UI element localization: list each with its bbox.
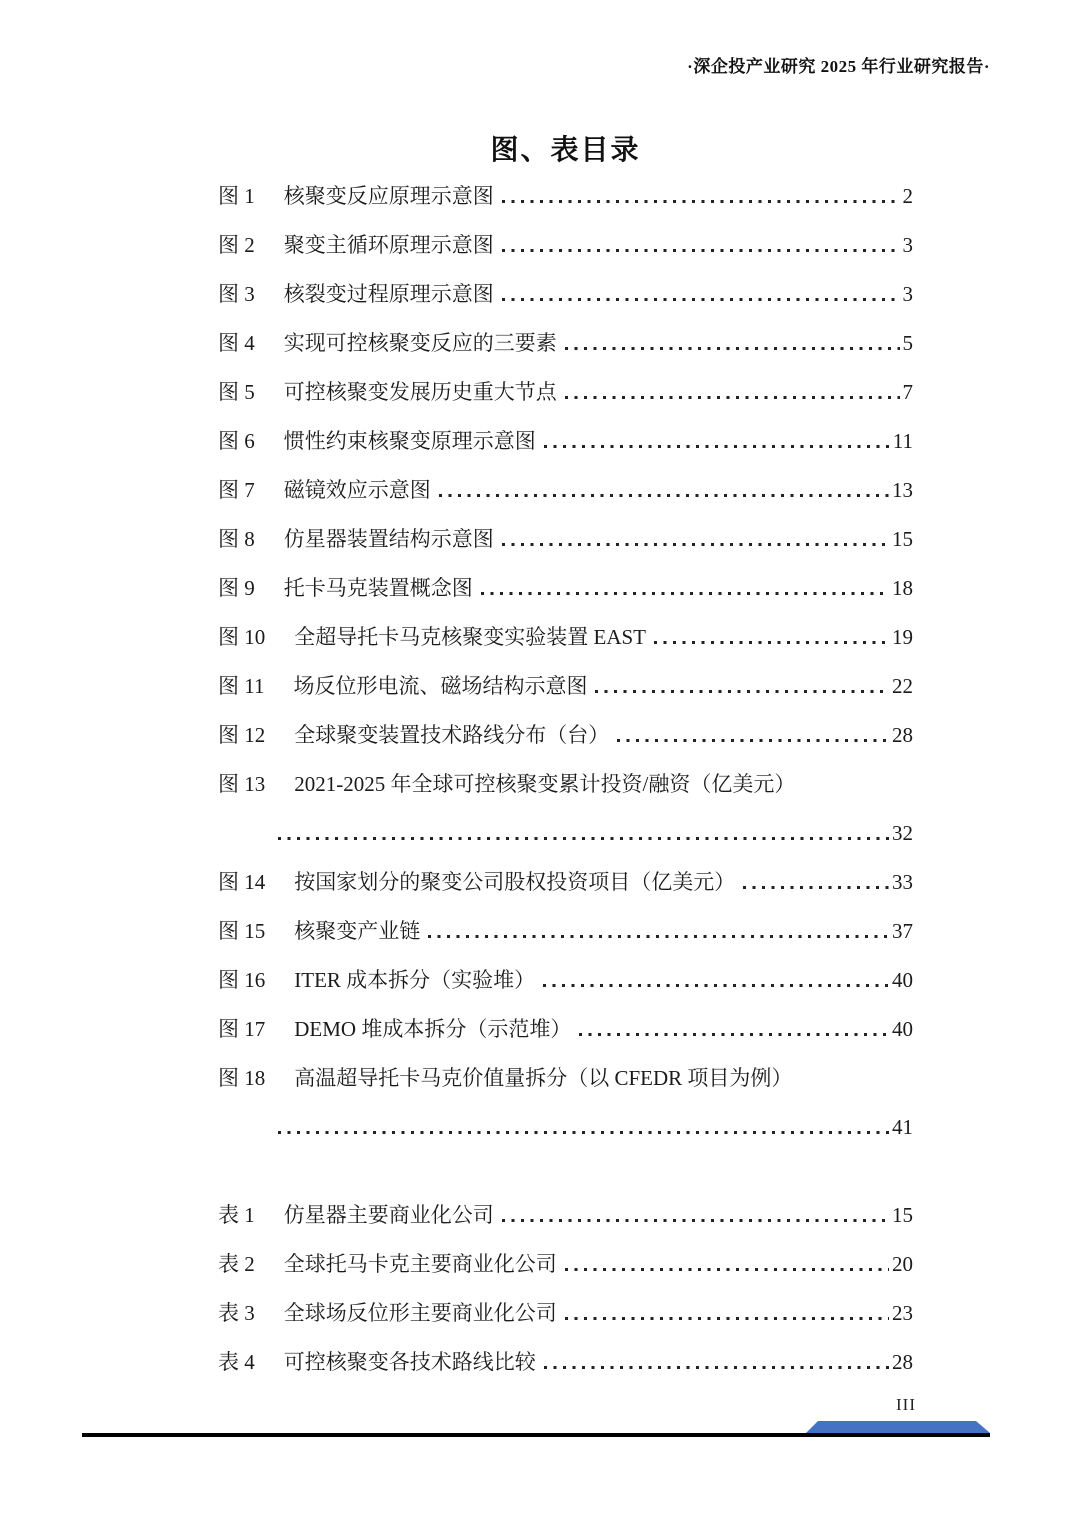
toc-entry-fig-18-line1 — [218, 1054, 913, 1103]
toc-entry-title: 可控核聚变发展历史重大节点 — [283, 380, 557, 404]
toc-tables-section — [218, 1191, 913, 1387]
toc-entry-label: 表 4 — [218, 1350, 255, 1374]
toc-entry-title: 核聚变反应原理示意图 — [283, 184, 494, 208]
toc-figures-section — [218, 172, 913, 1152]
toc-entry-fig-18-line2 — [218, 1103, 913, 1152]
toc-leader-dots — [617, 739, 889, 742]
toc-entry-title: 全球托马卡克主要商业化公司 — [283, 1252, 557, 1276]
toc-entry-fig-13-line2 — [218, 809, 913, 858]
toc-entry-title: 高温超导托卡马克价值量拆分（以 CFEDR 项目为例） — [294, 1066, 793, 1090]
toc-entry-page: 15 — [892, 527, 913, 551]
toc-entry-fig-5 — [218, 368, 913, 417]
toc-leader-dots — [502, 200, 900, 203]
toc-leader-dots — [502, 249, 900, 252]
toc-leader-dots — [565, 1317, 889, 1320]
toc-entry-page: 11 — [892, 429, 913, 453]
toc-leader-dots — [278, 1131, 889, 1134]
toc-entry-title: 全球场反位形主要商业化公司 — [283, 1301, 557, 1325]
toc-entry-fig-14 — [218, 858, 913, 907]
toc-entry-page: 23 — [892, 1301, 913, 1325]
toc-entry-page: 2 — [902, 184, 913, 208]
toc-entry-title: 全超导托卡马克核聚变实验装置 EAST — [294, 625, 646, 649]
toc-entry-page: 3 — [902, 282, 913, 306]
toc-entry-label: 图 2 — [218, 233, 255, 257]
footer-ribbon — [806, 1421, 990, 1433]
toc-entry-page: 41 — [892, 1115, 913, 1139]
toc-entry-fig-3 — [218, 270, 913, 319]
toc-entry-title: 仿星器装置结构示意图 — [283, 527, 494, 551]
toc-entry-page: 40 — [892, 968, 913, 992]
toc-entry-title: 2021-2025 年全球可控核聚变累计投资/融资（亿美元） — [294, 772, 796, 796]
toc-leader-dots — [481, 592, 889, 595]
toc-entry-title: 仿星器主要商业化公司 — [283, 1203, 494, 1227]
toc-entry-label: 图 13 — [218, 772, 266, 796]
toc-leader-dots — [654, 641, 889, 644]
toc-leader-dots — [502, 1219, 889, 1222]
toc-entry-title: 惯性约束核聚变原理示意图 — [283, 429, 536, 453]
toc-leader-dots — [595, 690, 889, 693]
footer-rule — [82, 1433, 990, 1437]
toc-entry-fig-10 — [218, 613, 913, 662]
toc-leader-dots — [579, 1033, 889, 1036]
toc-leader-dots — [543, 984, 889, 987]
toc-entry-label: 图 4 — [218, 331, 255, 355]
toc-entry-label: 图 14 — [218, 870, 266, 894]
toc-entry-title: 核聚变产业链 — [294, 919, 421, 943]
toc-entry-fig-16 — [218, 956, 913, 1005]
toc-entry-page: 28 — [892, 1350, 913, 1374]
toc-entry-fig-2 — [218, 221, 913, 270]
toc-entry-label: 图 8 — [218, 527, 255, 551]
toc-entry-page: 3 — [902, 233, 913, 257]
toc-entry-fig-17 — [218, 1005, 913, 1054]
toc-entry-title: 按国家划分的聚变公司股权投资项目（亿美元） — [294, 870, 736, 894]
toc-entry-label: 图 16 — [218, 968, 266, 992]
toc-entry-label: 图 7 — [218, 478, 255, 502]
toc-entry-fig-8 — [218, 515, 913, 564]
report-header-text: ·深企投产业研究 2025 年行业研究报告· — [687, 57, 990, 76]
toc-entry-page: 33 — [892, 870, 913, 894]
toc-entry-fig-13-line1 — [218, 760, 913, 809]
toc-entry-label: 图 17 — [218, 1017, 266, 1041]
toc-leader-dots — [544, 445, 890, 448]
toc-entry-tab-2 — [218, 1240, 913, 1289]
toc-leader-dots — [544, 1366, 889, 1369]
toc-entry-label: 图 15 — [218, 919, 266, 943]
toc-entry-page: 40 — [892, 1017, 913, 1041]
toc-entry-title: 实现可控核聚变反应的三要素 — [283, 331, 557, 355]
toc-entry-label: 图 11 — [218, 674, 265, 698]
toc-entry-title: 全球聚变装置技术路线分布（台） — [294, 723, 610, 747]
toc-entry-label: 图 3 — [218, 282, 255, 306]
toc-leader-dots — [743, 886, 889, 889]
toc-entry-fig-4 — [218, 319, 913, 368]
toc-entry-page: 13 — [892, 478, 913, 502]
toc-entry-fig-11 — [218, 662, 913, 711]
toc-entry-label: 表 3 — [218, 1301, 255, 1325]
toc-title: 图、表目录 — [490, 135, 641, 166]
toc-entry-page: 37 — [892, 919, 913, 943]
toc-entry-page: 19 — [892, 625, 913, 649]
toc-entry-label: 图 10 — [218, 625, 266, 649]
page-number: III — [896, 1395, 916, 1414]
toc-entry-title: 托卡马克装置概念图 — [283, 576, 473, 600]
toc-leader-dots — [565, 396, 900, 399]
toc-entry-label: 表 1 — [218, 1203, 255, 1227]
toc-entry-page: 18 — [892, 576, 913, 600]
toc-entry-label: 表 2 — [218, 1252, 255, 1276]
toc-entry-fig-15 — [218, 907, 913, 956]
toc-entry-label: 图 18 — [218, 1066, 266, 1090]
toc-entry-label: 图 1 — [218, 184, 255, 208]
toc-entry-title: 磁镜效应示意图 — [283, 478, 431, 502]
toc-entry-page: 32 — [892, 821, 913, 845]
toc-leader-dots — [278, 837, 889, 840]
toc-list — [218, 172, 913, 1387]
toc-entry-page: 22 — [892, 674, 913, 698]
toc-entry-page: 28 — [892, 723, 913, 747]
toc-entry-tab-1 — [218, 1191, 913, 1240]
toc-entry-page: 5 — [902, 331, 913, 355]
toc-leader-dots — [428, 935, 889, 938]
toc-leader-dots — [565, 347, 900, 350]
toc-entry-tab-4 — [218, 1338, 913, 1387]
toc-entry-title: ITER 成本拆分（实验堆） — [294, 968, 536, 992]
toc-entry-fig-1 — [218, 172, 913, 221]
toc-entry-tab-3 — [218, 1289, 913, 1338]
toc-entry-fig-7 — [218, 466, 913, 515]
toc-entry-title: 核裂变过程原理示意图 — [283, 282, 494, 306]
toc-entry-label: 图 12 — [218, 723, 266, 747]
toc-entry-page: 7 — [902, 380, 913, 404]
toc-leader-dots — [502, 543, 889, 546]
toc-entry-title: 可控核聚变各技术路线比较 — [283, 1350, 536, 1374]
toc-leader-dots — [565, 1268, 889, 1271]
toc-entry-title: 场反位形电流、磁场结构示意图 — [293, 674, 588, 698]
toc-entry-page: 15 — [892, 1203, 913, 1227]
toc-entry-title: DEMO 堆成本拆分（示范堆） — [294, 1017, 572, 1041]
toc-entry-label: 图 9 — [218, 576, 255, 600]
toc-leader-dots — [439, 494, 889, 497]
toc-entry-page: 20 — [892, 1252, 913, 1276]
toc-entry-title: 聚变主循环原理示意图 — [283, 233, 494, 257]
toc-entry-fig-12 — [218, 711, 913, 760]
toc-leader-dots — [502, 298, 900, 301]
toc-entry-fig-6 — [218, 417, 913, 466]
toc-entry-fig-9 — [218, 564, 913, 613]
toc-entry-label: 图 6 — [218, 429, 255, 453]
toc-entry-label: 图 5 — [218, 380, 255, 404]
